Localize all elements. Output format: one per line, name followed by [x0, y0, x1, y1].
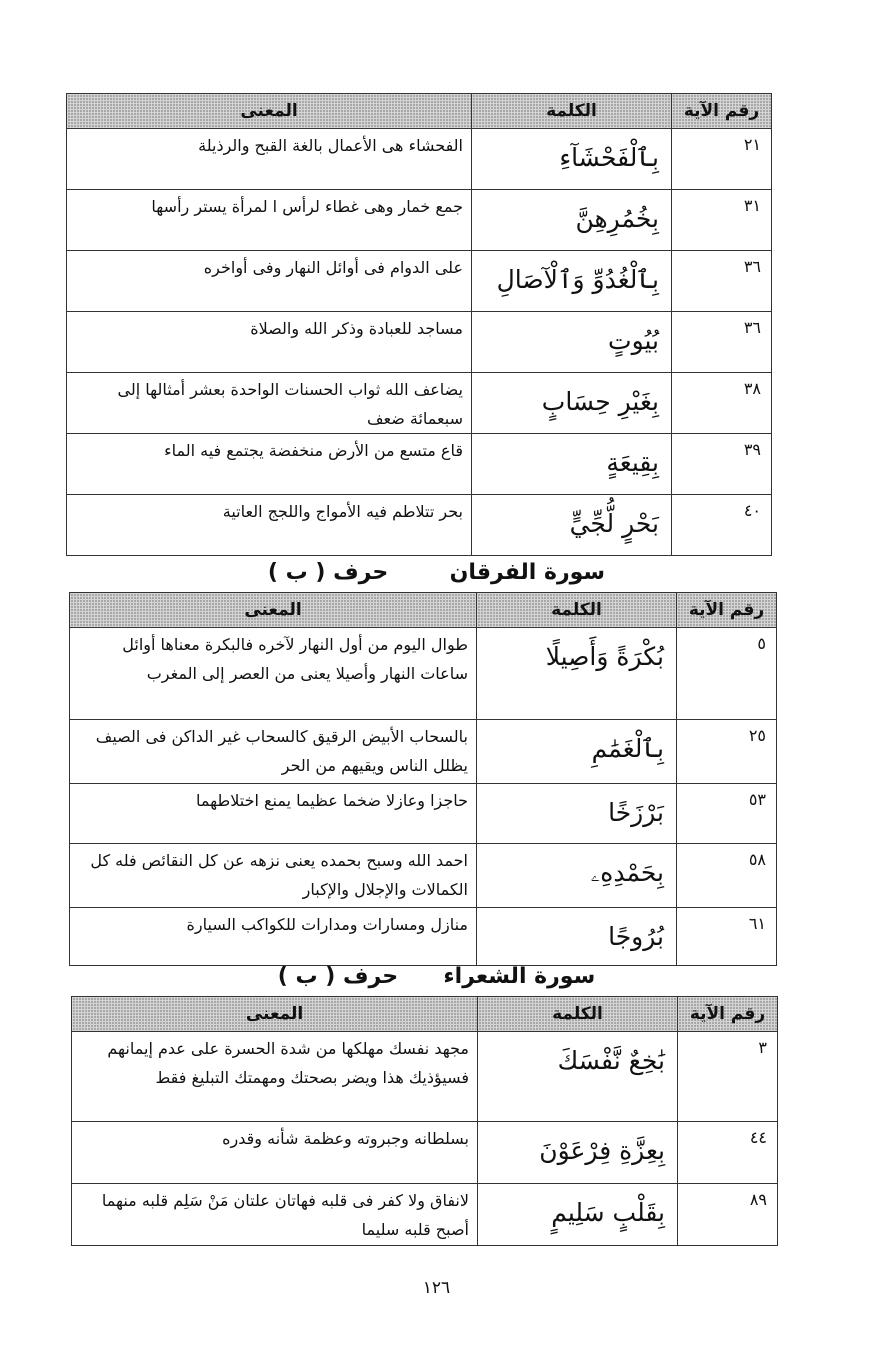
- vocab-table-2: [69, 592, 777, 966]
- verse-number: ٥٨: [677, 844, 777, 908]
- verse-number: ٤٠: [672, 495, 772, 556]
- table-header-row: [67, 94, 772, 129]
- letter-label: حرف ( ب ): [277, 964, 399, 989]
- header-meaning: المعنى: [72, 997, 478, 1032]
- header-word: الكلمة: [472, 94, 672, 129]
- meaning: بحر تتلاطم فيه الأمواج واللجج العاتية: [67, 495, 472, 556]
- verse-number: ٢١: [672, 129, 772, 190]
- verse-number: ٦١: [677, 908, 777, 966]
- word: بُيُوتٍ: [472, 312, 672, 373]
- table-row: [67, 190, 772, 251]
- table-row: [67, 495, 772, 556]
- header-verse-number: رقم الآية: [678, 997, 778, 1032]
- surah-name: سورة الشعراء: [443, 964, 596, 989]
- header-word: الكلمة: [478, 997, 678, 1032]
- meaning: منازل ومسارات ومدارات للكواكب السيارة: [70, 908, 477, 966]
- meaning: لانفاق ولا كفر فى قلبه فهاتان علتان مَنْ سَلِم قلبه منهما أصبح قلبه سليما: [72, 1184, 478, 1246]
- word: بِٱلْفَحْشَآءِ: [472, 129, 672, 190]
- table-row: [67, 129, 772, 190]
- word: بِحَمْدِهِۦ: [477, 844, 677, 908]
- vocab-table-1: [66, 93, 772, 556]
- table-row: [67, 373, 772, 434]
- word: بِقِيعَةٍ: [472, 434, 672, 495]
- word: بِٱلْغَمَٰمِ: [477, 720, 677, 784]
- meaning: جمع خمار وهى غطاء لرأس ا لمرأة يستر رأسها: [67, 190, 472, 251]
- page-number: ١٢٦: [422, 1278, 451, 1298]
- meaning: احمد الله وسبح بحمده يعنى نزهه عن كل النقائص فله كل الكمالات والإجلال والإكبار: [70, 844, 477, 908]
- verse-number: ٣: [678, 1032, 778, 1122]
- table-row: [70, 908, 777, 966]
- letter-label: حرف ( ب ): [267, 560, 389, 585]
- meaning: بسلطانه وجبروته وعظمة شأنه وقدره: [72, 1122, 478, 1184]
- word: بِٱلْغُدُوِّ وَٱلْآصَالِ: [472, 251, 672, 312]
- word: بِغَيْرِ حِسَابٍ: [472, 373, 672, 434]
- surah-name: سورة الفرقان: [449, 560, 606, 585]
- verse-number: ٣٦: [672, 312, 772, 373]
- table-row: [72, 1032, 778, 1122]
- word: بُكْرَةً وَأَصِيلًا: [477, 628, 677, 720]
- table-header-row: [72, 997, 778, 1032]
- table-row: [70, 720, 777, 784]
- meaning: حاجزا وعازلا ضخما عظيما يمنع اختلاطهما: [70, 784, 477, 844]
- meaning: بالسحاب الأبيض الرقيق كالسحاب غير الداكن فى الصيف يظلل الناس ويقيهم من الحر: [70, 720, 477, 784]
- table-row: [67, 312, 772, 373]
- table-row: [70, 784, 777, 844]
- verse-number: ٣٦: [672, 251, 772, 312]
- header-verse-number: رقم الآية: [672, 94, 772, 129]
- verse-number: ٥: [677, 628, 777, 720]
- header-meaning: المعنى: [67, 94, 472, 129]
- meaning: الفحشاء هى الأعمال بالغة القبح والرذيلة: [67, 129, 472, 190]
- verse-number: ٣١: [672, 190, 772, 251]
- table-row: [72, 1184, 778, 1246]
- table-row: [67, 251, 772, 312]
- word: بِقَلْبٍ سَلِيمٍ: [478, 1184, 678, 1246]
- word: بَحْرٍ لُّجِّيٍّ: [472, 495, 672, 556]
- meaning: يضاعف الله ثواب الحسنات الواحدة بعشر أمثالها إلى سبعمائة ضعف: [67, 373, 472, 434]
- word: بِخُمُرِهِنَّ: [472, 190, 672, 251]
- meaning: طوال اليوم من أول النهار لآخره فالبكرة معناها أوائل ساعات النهار وأصيلا يعنى من العصر إلى المغرب: [70, 628, 477, 720]
- header-word: الكلمة: [477, 593, 677, 628]
- table-row: [70, 844, 777, 908]
- vocab-table-3: [71, 996, 778, 1246]
- verse-number: ٣٨: [672, 373, 772, 434]
- verse-number: ٥٣: [677, 784, 777, 844]
- section-title-furqan: [0, 560, 873, 585]
- meaning: قاع متسع من الأرض منخفضة يجتمع فيه الماء: [67, 434, 472, 495]
- table-row: [67, 434, 772, 495]
- table-row: [72, 1122, 778, 1184]
- word: بَٰخِعٌ نَّفْسَكَ: [478, 1032, 678, 1122]
- word: بَرْزَخًا: [477, 784, 677, 844]
- meaning: مجهد نفسك مهلكها من شدة الحسرة على عدم إيمانهم فسيؤذيك هذا ويضر بصحتك ومهمتك التبليغ فقط: [72, 1032, 478, 1122]
- verse-number: ٤٤: [678, 1122, 778, 1184]
- word: بُرُوجًا: [477, 908, 677, 966]
- header-verse-number: رقم الآية: [677, 593, 777, 628]
- meaning: مساجد للعبادة وذكر الله والصلاة: [67, 312, 472, 373]
- header-meaning: المعنى: [70, 593, 477, 628]
- meaning: على الدوام فى أوائل النهار وفى أواخره: [67, 251, 472, 312]
- table-header-row: [70, 593, 777, 628]
- verse-number: ٨٩: [678, 1184, 778, 1246]
- section-title-shuara: [0, 964, 873, 989]
- verse-number: ٢٥: [677, 720, 777, 784]
- verse-number: ٣٩: [672, 434, 772, 495]
- word: بِعِزَّةِ فِرْعَوْنَ: [478, 1122, 678, 1184]
- table-row: [70, 628, 777, 720]
